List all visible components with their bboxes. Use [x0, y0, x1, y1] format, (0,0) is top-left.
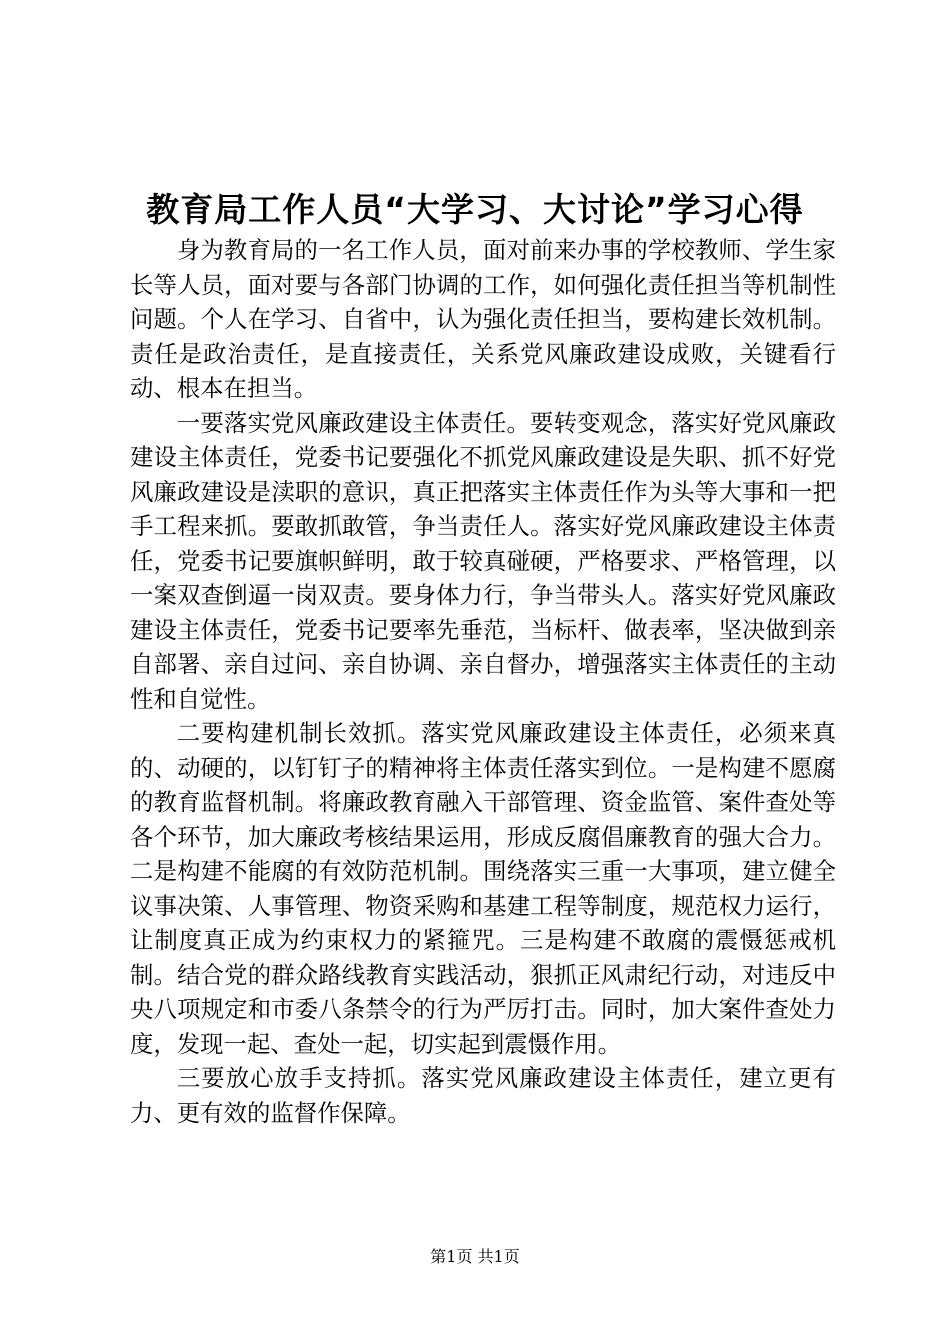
paragraph-first-point: 一要落实党风廉政建设主体责任。要转变观念，落实好党风廉政建设主体责任，党委书记要强化不抓党风廉政建设是失职、抓不好党风廉政建设是渎职的意识，真正把落实主体责任作为头等大事和一把手工程来抓。要敢抓敢管，争当责任人。落实好党风廉政建设主体责任，党委书记要旗帜鲜明，敢于较真碰硬，严格要求、严格管理，以一案双查倒逼一岗双责。要身体力行，争当带头人。落实好党风廉政建设主体责任，党委书记要率先垂范，当标杆、做表率，坚决做到亲自部署、亲自过问、亲自协调、亲自督办，增强落实主体责任的主动性和自觉性。 [130, 408, 836, 713]
document-title: 教育局工作人员“大学习、大讨论”学习心得 [146, 190, 804, 229]
document-body [130, 233, 836, 1130]
paragraph-intro: 身为教育局的一名工作人员，面对前来办事的学校教师、学生家长等人员，面对要与各部门协调的工作，如何强化责任担当等机制性问题。个人在学习、自省中，认为强化责任担当，要构建长效机制。责任是政治责任，是直接责任，关系党风廉政建设成败，关键看行动、根本在担当。 [130, 236, 836, 402]
paragraph-third-point: 三要放心放手支持抓。落实党风廉政建设主体责任，建立更有力、更有效的监督作保障。 [130, 1064, 836, 1127]
paragraph-second-point: 二要构建机制长效抓。落实党风廉政建设主体责任，必须来真的、动硬的，以钉钉子的精神将主体责任落实到位。一是构建不愿腐的教育监督机制。将廉政教育融入干部管理、资金监管、案件查处等各个环节，加大廉政考核结果运用，形成反腐倡廉教育的强大合力。二是构建不能腐的有效防范机制。围绕落实三重一大事项，建立健全议事决策、人事管理、物资采购和基建工程等制度，规范权力运行，让制度真正成为约束权力的紧箍咒。三是构建不敢腐的震慑惩戒机制。结合党的群众路线教育实践活动，狠抓正风肃纪行动，对违反中央八项规定和市委八条禁令的行为严厉打击。同时，加大案件查处力度，发现一起、查处一起，切实起到震慑作用。 [130, 719, 836, 1058]
page-number-footer: 第1页 共1页 [430, 1247, 520, 1266]
